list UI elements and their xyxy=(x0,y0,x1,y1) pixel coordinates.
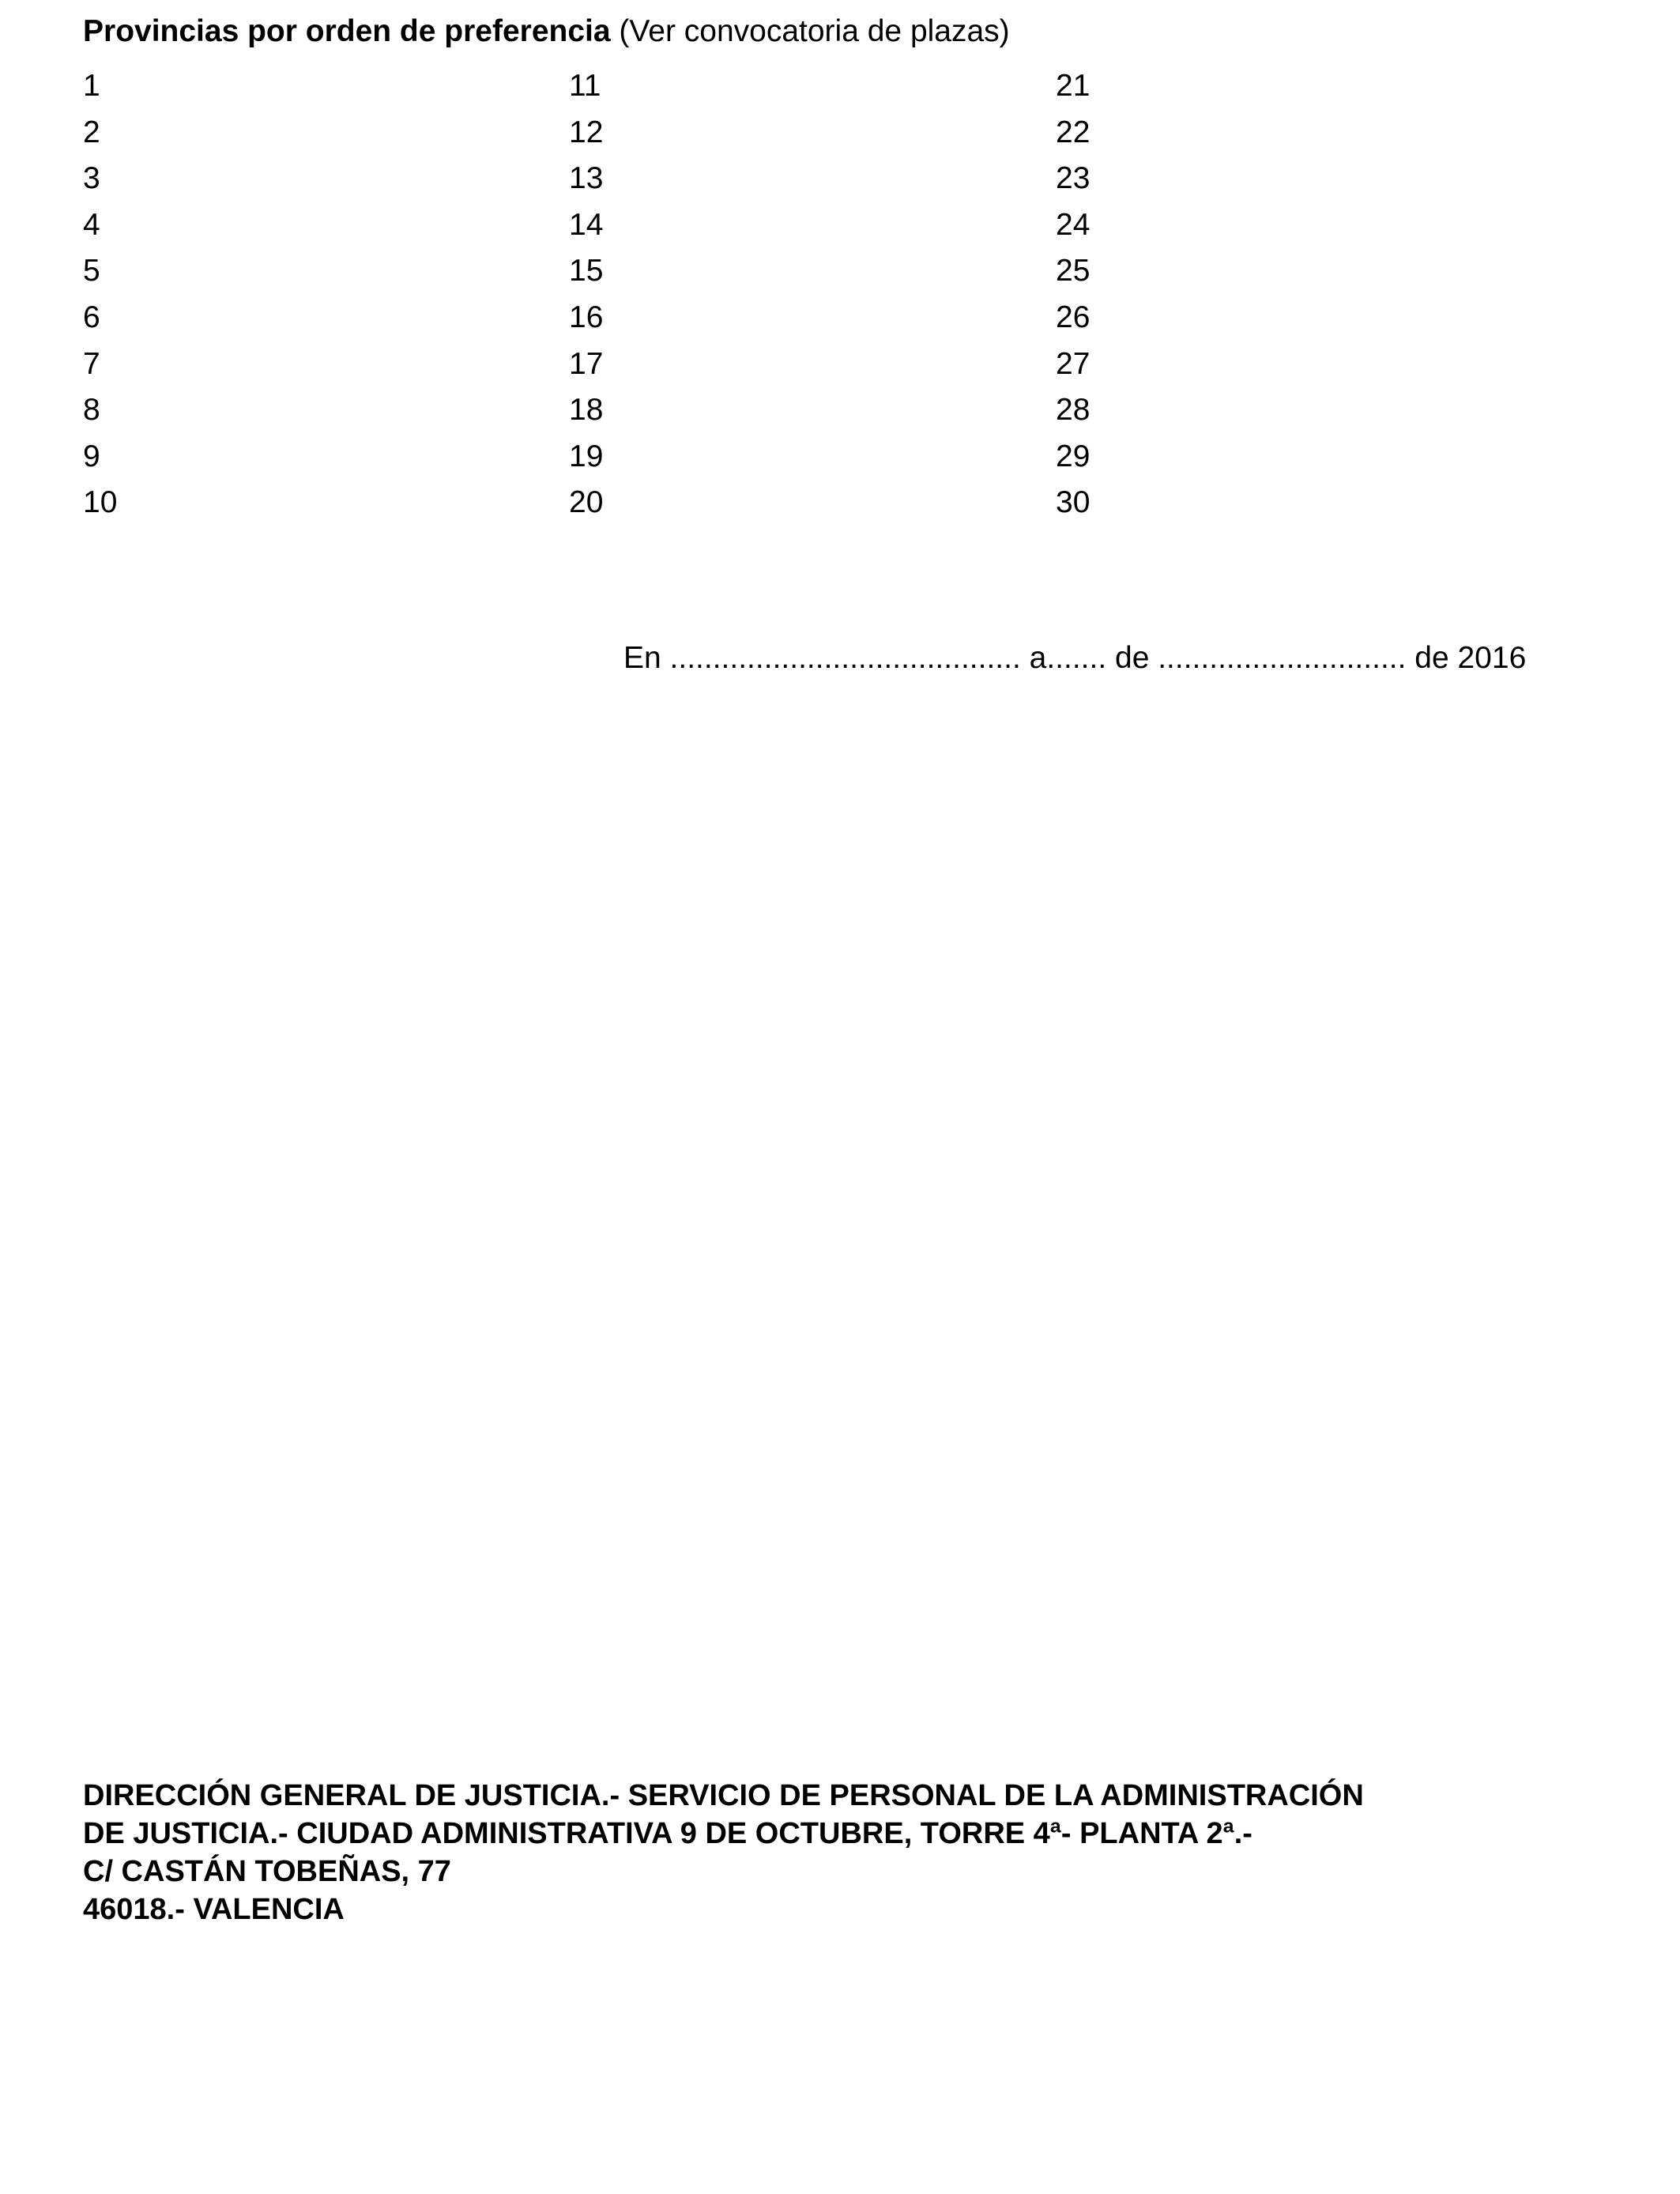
preference-number: 9 xyxy=(83,439,100,473)
preference-number: 12 xyxy=(569,115,604,149)
preference-number: 25 xyxy=(1056,254,1090,288)
preference-number: 19 xyxy=(569,439,604,473)
preference-number: 29 xyxy=(1056,439,1090,473)
preference-number: 23 xyxy=(1056,161,1090,196)
preference-number: 22 xyxy=(1056,115,1090,149)
preference-number: 4 xyxy=(83,207,100,242)
preference-number: 3 xyxy=(83,161,100,196)
preference-number: 15 xyxy=(569,254,604,288)
preference-number: 5 xyxy=(83,254,100,288)
preference-number: 18 xyxy=(569,393,604,428)
preference-number: 28 xyxy=(1056,393,1090,428)
preference-number: 10 xyxy=(83,485,118,520)
preference-number: 11 xyxy=(569,69,601,103)
preference-column-2 xyxy=(569,63,603,526)
preference-number: 13 xyxy=(569,161,604,196)
preference-number: 24 xyxy=(1056,207,1090,242)
preference-number: 20 xyxy=(569,485,604,520)
preference-column-1 xyxy=(83,63,117,526)
heading-note: (Ver convocatoria de plazas) xyxy=(619,14,1010,48)
heading-title: Provincias por orden de preferencia xyxy=(83,14,611,48)
preference-number: 16 xyxy=(569,300,604,334)
address-line: DE JUSTICIA.- CIUDAD ADMINISTRATIVA 9 DE OCTUBRE, TORRE 4ª- PLANTA 2ª.- xyxy=(83,1817,1252,1850)
address-line: DIRECCIÓN GENERAL DE JUSTICIA.- SERVICIO DE PERSONAL DE LA ADMINISTRACIÓN xyxy=(83,1779,1364,1812)
address-line: 46018.- VALENCIA xyxy=(83,1893,345,1926)
section-heading xyxy=(83,11,1010,52)
preference-number: 7 xyxy=(83,346,100,381)
preference-number: 17 xyxy=(569,346,604,381)
place-date-line: En ......................................... a....... de ............................. de 2016 xyxy=(623,641,1527,675)
preference-number: 27 xyxy=(1056,346,1090,381)
preference-number: 6 xyxy=(83,300,100,334)
preference-number: 26 xyxy=(1056,300,1090,334)
address-block xyxy=(83,1777,1364,1928)
preference-column-3 xyxy=(1056,63,1090,526)
preference-number: 21 xyxy=(1056,69,1090,103)
preference-number: 2 xyxy=(83,115,100,149)
address-line: C/ CASTÁN TOBEÑAS, 77 xyxy=(83,1855,451,1888)
preference-number: 14 xyxy=(569,207,604,242)
preference-number: 8 xyxy=(83,393,100,428)
preference-number: 1 xyxy=(83,69,100,103)
preference-number: 30 xyxy=(1056,485,1090,520)
